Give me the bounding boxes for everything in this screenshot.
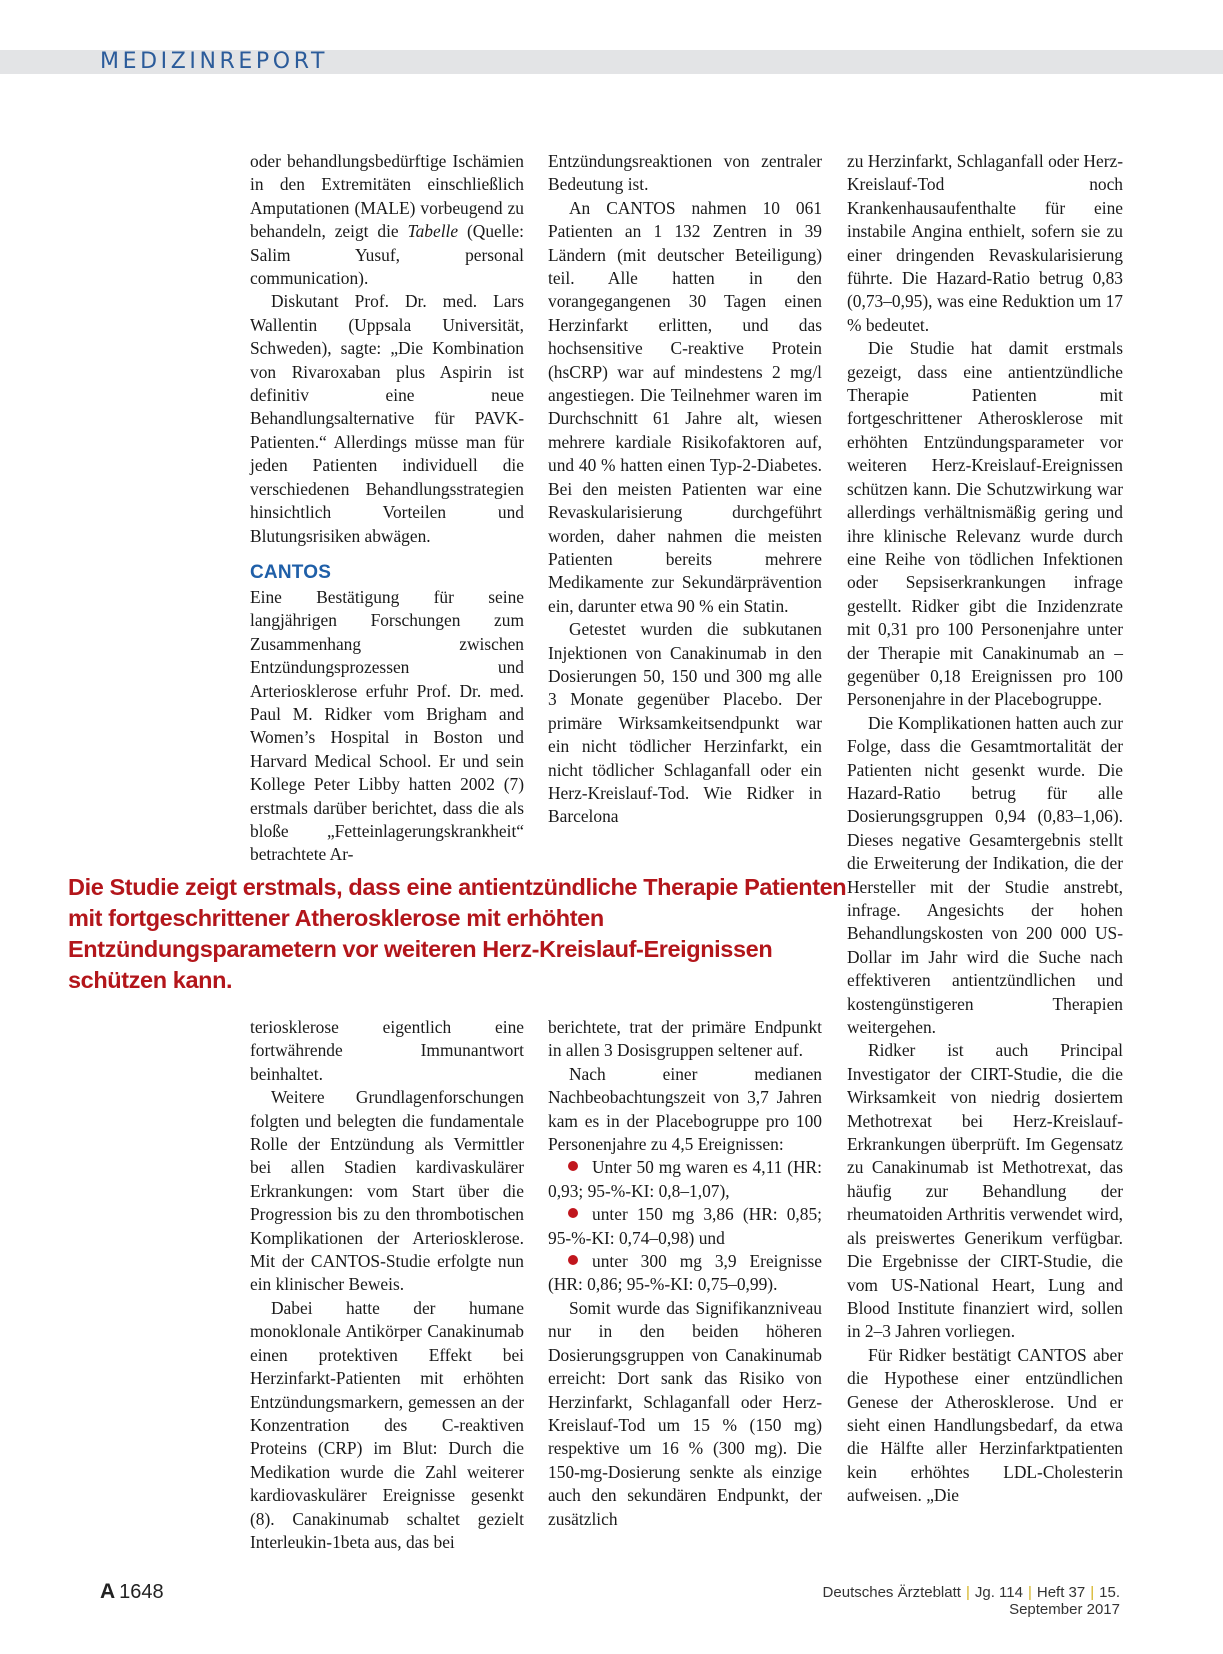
paragraph: teriosklerose eigentlich eine fortwährende Immunantwort beinhaltet.	[250, 1017, 524, 1084]
paragraph: An CANTOS nahmen 10 061 Patienten an 1 132 Zentren in 39 Ländern (mit deutscher Beteiligung) teil. Alle hatten in den vorangegangenen 30 Tagen einen Herzinfarkt erlitten, und das hochsensitive C-reaktive Protein (hsCRP) war auf mindestens 2 mg/l angestiegen. Die Teilnehmer waren im Durchschnitt 61 Jahre alt, wiesen mehrere kardiale Risikofaktoren auf, und 40 % hatten einen Typ-2-Diabetes. Bei den meisten Patienten war eine Revaskularisierung durchgeführt worden, daher nahmen die meisten Patienten bereits mehrere Medikamente zur Sekundärprävention ein, darunter etwa 90 % ein Statin.	[548, 197, 822, 616]
bullet-dot-icon	[568, 1208, 578, 1218]
column-3	[847, 150, 1123, 1508]
paragraph: oder behandlungsbedürftige Ischämien in den Extremitäten einschließlich Amputationen (MALE) vorbeugend zu behandeln, zeigt die Tabelle (Quelle: Salim Yusuf, personal communication).	[250, 151, 524, 289]
paragraph: Die Studie hat damit erstmals gezeigt, dass eine antientzündliche Therapie Patienten mit fortgeschrittener Atherosklerose mit erhöhten Entzündungsparameter vor weiteren Herz-Kreislauf-Ereignissen schützen kann. Die Schutzwirkung war allerdings verhältnismäßig gering und ihre klinische Relevanz wurde durch eine Reihe von tödlichen Infektionen oder Sepsiserkrankungen infrage gestellt. Ridker gibt die Inzidenzrate mit 0,31 pro 100 Personenjahre unter der Therapie mit Canakinumab an – gegenüber 0,18 Ereignissen pro 100 Personenjahre in der Placebogruppe.	[847, 338, 1123, 710]
paragraph: Ridker ist auch Principal Investigator der CIRT-Studie, die die Wirksamkeit von niedrig dosiertem Methotrexat bei Herz-Kreislauf-Erkrankungen überprüft. Im Gegensatz zu Canakinumab ist Methotrexat, das häufig zur Behandlung der rheumatoiden Arthritis verwendet wird, als preiswertes Generikum verfügbar. Die Ergebnisse der CIRT-Studie, die vom US-National Heart, Lung and Blood Institute finanziert wird, sollen in 2–3 Jahren vorliegen.	[847, 1040, 1123, 1342]
column-2-bottom	[548, 1016, 822, 1531]
column-1-bottom	[250, 1016, 524, 1554]
column-1-top	[250, 150, 524, 867]
paragraph: Dabei hatte der humane monoklonale Antikörper Canakinumab einen protektiven Effekt bei Herzinfarkt-Patienten mit erhöhten Entzündungsmarkern, gemessen an der Konzentration des C-reaktiven Proteins (CRP) im Blut: Durch die Medikation wurde die Zahl weiterer kardiovaskulärer Ereignisse gesenkt (8). Canakinumab schaltet gezielt Interleukin-1beta aus, das bei	[250, 1297, 524, 1552]
subheading-cantos: CANTOS	[250, 561, 332, 583]
page-number: A 1648	[100, 1580, 164, 1603]
bullet-dot-icon	[568, 1255, 578, 1265]
bullet-item: unter 300 mg 3,9 Ereignisse (HR: 0,86; 95-%-KI: 0,75–0,99).	[548, 1251, 822, 1295]
journal-footer: Deutsches Ärzteblatt | Jg. 114 | Heft 37 | 15. September 2017	[822, 1584, 1120, 1618]
paragraph: Eine Bestätigung für seine langjährigen Forschungen zum Zusammenhang zwischen Entzündungsprozessen und Arteriosklerose erfuhr Prof. Dr. med. Paul M. Ridker vom Brigham and Women’s Hospital in Boston und Harvard Medical School. Er und sein Kollege Peter Libby hatten 2002 (7) erstmals darüber berichtet, dass die als bloße „Fetteinlagerungskrankheit“ betrachtete Ar-	[250, 586, 524, 865]
paragraph: zu Herzinfarkt, Schlaganfall oder Herz-Kreislauf-Tod noch Krankenhausaufenthalte für eine instabile Angina enthielt, sofern sie zu einer dringenden Revaskularisierung führte. Die Hazard-Ratio betrug 0,83 (0,73–0,95), was eine Reduktion um 17 % bedeutet.	[847, 151, 1123, 335]
pull-quote: Die Studie zeigt erstmals, dass eine antientzündliche Therapie Patienten mit fortgeschrittener Atherosklerose mit erhöhten Entzündungsparametern vor weiteren Herz-Kreislauf-Ereignissen schützen kann.	[68, 874, 847, 993]
bullet-item: unter 150 mg 3,86 (HR: 0,85; 95-%-KI: 0,74–0,98) und	[548, 1204, 822, 1248]
paragraph: Getestet wurden die subkutanen Injektionen von Canakinumab in den Dosierungen 50, 150 und 300 mg alle 3 Monate gegenüber Placebo. Der primäre Wirksamkeitsendpunkt war ein nicht tödlicher Herzinfarkt, ein nicht tödlicher Schlaganfall oder ein Herz-Kreislauf-Tod. Wie Ridker in Barcelona	[548, 619, 822, 827]
paragraph: Diskutant Prof. Dr. med. Lars Wallentin (Uppsala Universität, Schweden), sagte: „Die Kombination von Rivaroxaban plus Aspirin ist definitiv eine neue Behandlungsalternative für PAVK-Patienten.“ Allerdings müsse man für jeden Patienten individuell die verschiedenen Behandlungsstrategien hinsichtlich Vorteilen und Blutungsrisiken abwägen.	[250, 291, 524, 546]
section-header: MEDIZINREPORT	[100, 49, 329, 74]
paragraph: Weitere Grundlagenforschungen folgten und belegten die fundamentale Rolle der Entzündung als Vermittler bei allen Stadien kardivaskulärer Erkrankungen: vom Start über die Progression bis zu den thrombotischen Komplikationen der Arteriosklerose. Mit der CANTOS-Studie erfolgte nun ein klinischer Beweis.	[250, 1087, 524, 1295]
paragraph: Für Ridker bestätigt CANTOS aber die Hypothese einer entzündlichen Genese der Atherosklerose. Und er sieht einen Handlungsbedarf, da etwa die Hälfte aller Herzinfarktpatienten kein erhöhtes LDL-Cholesterin aufweisen. „Die	[847, 1344, 1123, 1506]
paragraph: Die Komplikationen hatten auch zur Folge, dass die Gesamtmortalität der Patienten nicht gesenkt wurde. Die Hazard-Ratio betrug für alle Dosierungsgruppen 0,94 (0,83–1,06). Dieses negative Gesamtergebnis stellt die Erweiterung der Indikation, die der Hersteller mit der Studie anstrebt, infrage. Angesichts der hohen Behandlungskosten von 200 000 US-Dollar im Jahr wird die Suche nach effektiveren antientzündlichen und kostengünstigeren Therapien weitergehen.	[847, 712, 1123, 1038]
paragraph: berichtete, trat der primäre Endpunkt in allen 3 Dosisgruppen seltener auf.	[548, 1017, 822, 1061]
column-2-top	[548, 150, 822, 829]
paragraph: Nach einer medianen Nachbeobachtungszeit von 3,7 Jahren kam es in der Placebogruppe pro 100 Personenjahre zu 4,5 Ereignissen:	[548, 1063, 822, 1155]
paragraph: Entzündungsreaktionen von zentraler Bedeutung ist.	[548, 151, 822, 195]
bullet-dot-icon	[568, 1161, 578, 1171]
paragraph: Somit wurde das Signifikanzniveau nur in den beiden höheren Dosierungsgruppen von Canakinumab erreicht: Dort sank das Risiko von Herzinfarkt, Schlaganfall oder Herz-Kreislauf-Tod um 15 % (150 mg) respektive um 16 % (300 mg). Die 150-mg-Dosierung senkte als einzige auch den sekundären Endpunkt, der zusätzlich	[548, 1297, 822, 1529]
bullet-item: Unter 50 mg waren es 4,11 (HR: 0,93; 95-%-KI: 0,8–1,07),	[548, 1157, 822, 1201]
